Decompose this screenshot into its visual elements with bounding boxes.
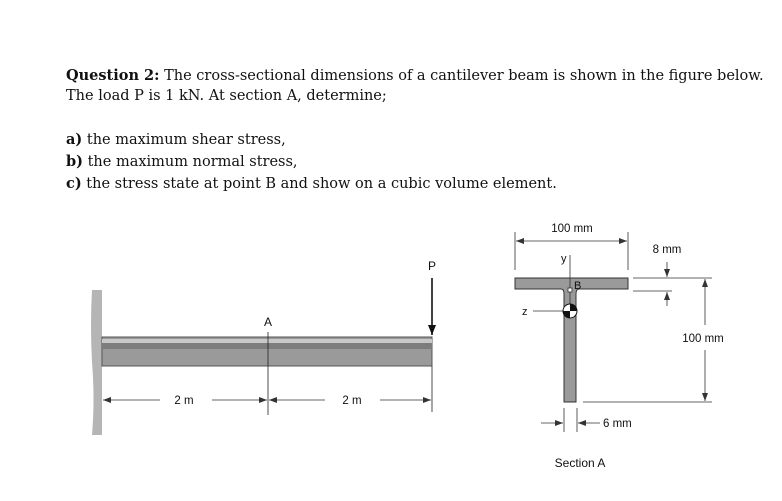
span-1-label: 2 m <box>174 395 194 407</box>
cantilever-beam-diagram <box>91 259 436 435</box>
beam-flange-shade <box>102 343 432 349</box>
z-axis-label: z <box>522 306 528 318</box>
question-line-1: Question 2: The cross-sectional dimensions of a cantilever beam is shown in the figure below. <box>66 67 764 84</box>
question-line-2: The load P is 1 kN. At section A, determine; <box>66 88 387 104</box>
span-2-label: 2 m <box>342 395 362 407</box>
section-a-label: A <box>263 315 273 329</box>
centroid-icon <box>563 304 577 318</box>
part-a: a) the maximum shear stress, <box>66 131 286 148</box>
beam-flange-edge <box>102 339 432 343</box>
web-thickness-label: 6 mm <box>603 418 632 430</box>
height-label: 100 mm <box>682 333 724 345</box>
width-label: 100 mm <box>551 223 593 235</box>
section-caption: Section A <box>554 456 606 470</box>
part-c: c) the stress state at point B and show on a cubic volume element. <box>66 175 557 192</box>
point-b-label: B <box>574 280 582 292</box>
fixed-wall <box>91 290 102 435</box>
part-b: b) the maximum normal stress, <box>66 153 298 170</box>
load-label: P <box>427 259 437 273</box>
t-section-diagram <box>515 223 724 470</box>
t-section-shape <box>515 278 628 402</box>
point-b-marker <box>568 288 572 292</box>
flange-thickness-label: 8 mm <box>652 244 682 256</box>
y-axis-label: y <box>561 253 567 265</box>
